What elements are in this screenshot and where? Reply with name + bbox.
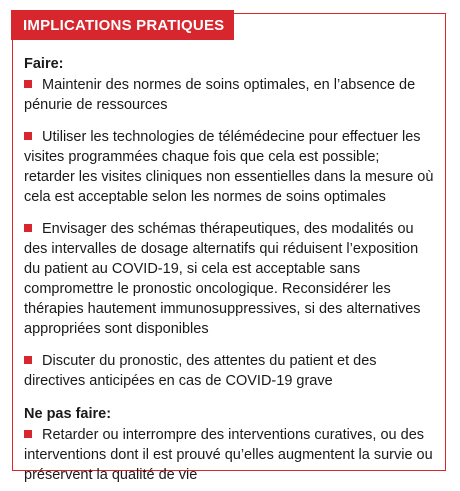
section-spacer: [24, 391, 434, 405]
do-heading: Faire:: [24, 56, 64, 72]
do-item-text: Envisager des schémas thérapeutiques, des modalités ou des intervalles de dosage alternatifs qui réduisent l’exposition du patient au COVID-19, si cela est acceptable sans compromettre le pronostic oncologique. Reconsidérer les thérapies hautement immunosuppressives, si des alternatives appropriées sont disponibles: [24, 221, 421, 337]
dont-item-text: Retarder ou interrompre des interventions curatives, ou des interventions dont il est prouvé qu’elles augmentent la survie ou préservent la qualité de vie: [24, 427, 433, 483]
do-item-4: [24, 351, 434, 391]
red-square-bullet-icon: [24, 224, 32, 232]
do-item-2: [24, 127, 434, 207]
do-item-3: [24, 219, 434, 339]
do-item-1: [24, 75, 434, 115]
red-square-bullet-icon: [24, 356, 32, 364]
red-square-bullet-icon: [24, 80, 32, 88]
do-item-text: Discuter du pronostic, des attentes du patient et des directives anticipées en cas de COVID-19 grave: [24, 353, 377, 389]
dont-heading: Ne pas faire:: [24, 406, 112, 422]
dont-item-1: [24, 425, 434, 485]
red-square-bullet-icon: [24, 430, 32, 438]
do-item-text: Utiliser les technologies de télémédecine pour effectuer les visites programmées chaque fois que cela est possible; retarder les visites cliniques non essentielles dans la mesure où cela est acceptable selon les normes de soins optimales: [24, 129, 434, 205]
panel-content: [24, 55, 434, 485]
red-square-bullet-icon: [24, 132, 32, 140]
do-item-text: Maintenir des normes de soins optimales, en l’absence de pénurie de ressources: [24, 77, 416, 113]
panel-title: IMPLICATIONS PRATIQUES: [11, 10, 234, 40]
